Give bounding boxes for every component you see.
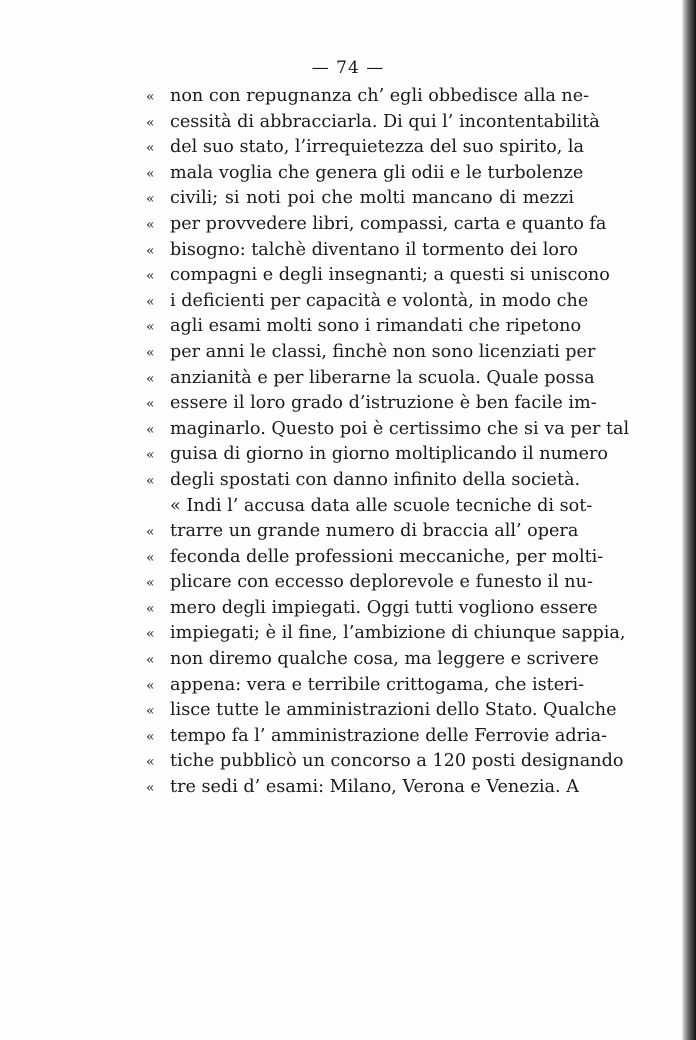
guillemet: « xyxy=(146,703,155,720)
guillemet: « xyxy=(146,165,155,182)
guillemet: « xyxy=(146,396,155,413)
text-line: « anzianità e per liberarne la scuola. Quale possa xyxy=(146,366,574,392)
text-line: « essere il loro grado d’istruzione è ben facile im- xyxy=(146,391,574,417)
text-line: « i deficienti per capacità e volontà, in modo che xyxy=(146,289,574,315)
text-line: « feconda delle professioni meccaniche, per molti- xyxy=(146,545,574,571)
text-line: « impiegati; è il fine, l’ambizione di chiunque sappia, xyxy=(146,621,574,647)
guillemet: « xyxy=(146,421,155,438)
text-line: « appena: vera e terribile crittogama, che isteri- xyxy=(146,673,574,699)
text-line: « mero degli impiegati. Oggi tutti vogliono essere xyxy=(146,596,574,622)
guillemet: « xyxy=(146,319,155,336)
guillemet: « xyxy=(146,575,155,592)
guillemet: « xyxy=(146,114,155,131)
page-number: — 74 — xyxy=(311,58,385,78)
text-line: « non diremo qualche cosa, ma leggere e scrivere xyxy=(146,647,574,673)
text-line: « tempo fa l’ amministrazione delle Ferrovie adria- xyxy=(146,724,574,750)
text-line: « plicare con eccesso deplorevole e funesto il nu- xyxy=(146,570,574,596)
page-edge-shadow xyxy=(682,0,696,1040)
guillemet: « xyxy=(146,652,155,669)
guillemet: « xyxy=(146,728,155,745)
guillemet: « xyxy=(146,600,155,617)
guillemet: « xyxy=(146,293,155,310)
guillemet: « xyxy=(146,216,155,233)
text-line: « tre sedi d’ esami: Milano, Verona e Venezia. A xyxy=(146,775,574,801)
text-line: « agli esami molti sono i rimandati che ripetono xyxy=(146,314,574,340)
text-line: « mala voglia che genera gli odii e le turbolenze xyxy=(146,161,574,187)
text-line: « bisogno: talchè diventano il tormento dei loro xyxy=(146,238,574,264)
text-line: « lisce tutte le amministrazioni dello Stato. Qualche xyxy=(146,698,574,724)
guillemet: « xyxy=(146,344,155,361)
text-line: « del suo stato, l’irrequietezza del suo spirito, la xyxy=(146,135,574,161)
text-line: « cessità di abbracciarla. Di qui l’ incontentabilità xyxy=(146,110,574,136)
text-line: « maginarlo. Questo poi è certissimo che si va per tal xyxy=(146,417,574,443)
body-text xyxy=(146,84,630,801)
guillemet: « xyxy=(146,268,155,285)
text-line: « per anni le classi, finchè non sono licenziati per xyxy=(146,340,574,366)
text-line: « guisa di giorno in giorno moltiplicando il numero xyxy=(146,442,574,468)
guillemet: « xyxy=(146,140,155,157)
guillemet: « xyxy=(146,524,155,541)
guillemet: « xyxy=(146,370,155,387)
guillemet: « xyxy=(146,780,155,797)
text-line: « non con repugnanza ch’ egli obbedisce alla ne- xyxy=(146,84,574,110)
text-line: « trarre un grande numero di braccia all’ opera xyxy=(146,519,574,545)
guillemet: « xyxy=(146,549,155,566)
guillemet: « xyxy=(146,242,155,259)
guillemet: « xyxy=(146,191,155,208)
text-line: « civili; si noti poi che molti mancano di mezzi xyxy=(146,186,574,212)
text-line: « degli spostati con danno infinito della società. xyxy=(146,468,574,494)
text-line: « per provvedere libri, compassi, carta e quanto fa xyxy=(146,212,574,238)
text-line-paragraph-start: « Indi l’ accusa data alle scuole tecniche di sot- xyxy=(170,495,593,516)
guillemet: « xyxy=(146,754,155,771)
text-line: « compagni e degli insegnanti; a questi si uniscono xyxy=(146,263,574,289)
guillemet: « xyxy=(146,89,155,105)
guillemet: « xyxy=(146,677,155,694)
guillemet: « xyxy=(146,626,155,643)
guillemet: « xyxy=(146,447,155,464)
text-line: « tiche pubblicò un concorso a 120 posti designando xyxy=(146,749,574,775)
guillemet: « xyxy=(146,472,155,489)
